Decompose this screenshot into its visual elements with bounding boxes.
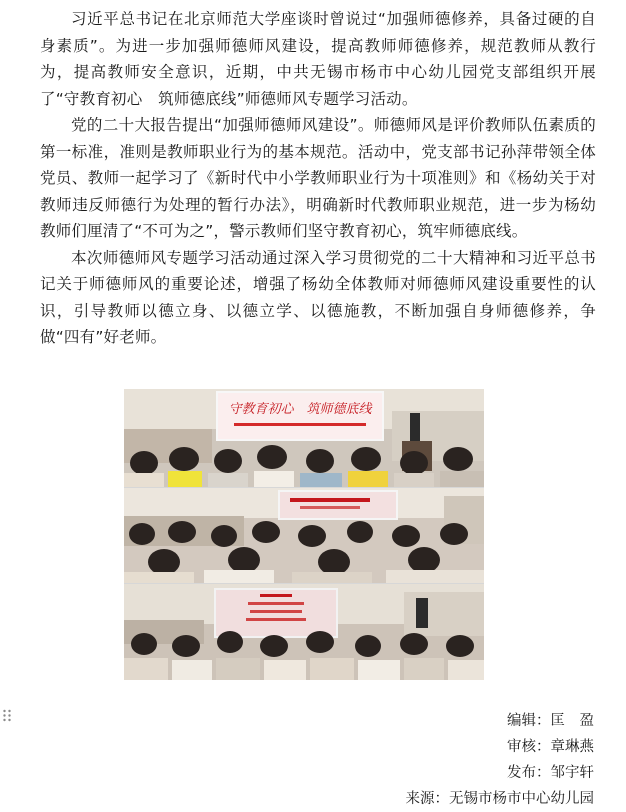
credit-reviewer: 审核：章琳燕 — [507, 739, 594, 755]
article-body — [40, 6, 596, 351]
paragraph-summary: 本次师德师风专题学习活动通过深入学习贯彻党的二十大精神和习近平总书记关于师德师风的重要论述，增强了杨幼全体教师对师德师风建设重要性的认识，引导教师以德立身、以德立学、以德施教，不断加强自身师德修养，争做“四有”好老师。 — [40, 248, 596, 346]
activity-photo-3 — [124, 584, 484, 680]
credit-publisher: 发布：邹宇轩 — [507, 765, 594, 781]
activity-photos — [124, 389, 484, 680]
slide-title: 守教育初心 筑师德底线 — [228, 402, 372, 417]
paragraph-activity: 党的二十大报告提出“加强师德师风建设”。师德师风是评价教师队伍素质的第一标准，准则是教师职业行为的基本规范。活动中，党支部书记孙萍带领全体党员、教师一起学习了《新时代中小学教师职业行为十项准则》和《杨幼关于对教师违反师德行为处理的暂行办法》，明确新时代教师职业规范，进一步为杨幼教师们厘清了“不可为之”，警示教师们坚守教育初心，筑牢师德底线。 — [40, 116, 596, 240]
article-credits — [406, 708, 595, 812]
drag-handle-icon[interactable] — [2, 708, 12, 726]
activity-photo-1 — [124, 389, 484, 487]
credit-editor: 编辑：匡 盈 — [507, 713, 594, 729]
paragraph-intro: 习近平总书记在北京师范大学座谈时曾说过“加强师德修养，具备过硬的自身素质”。为进一步加强师德师风建设，提高教师师德修养，规范教师从教行为，提高教师安全意识，近期，中共无锡市杨市中心幼儿园党支部组织开展了“守教育初心 筑师德底线”师德师风专题学习活动。 — [40, 10, 596, 108]
activity-photo-2 — [124, 488, 484, 583]
credit-source: 来源：无锡市杨市中心幼儿园 — [405, 791, 594, 807]
